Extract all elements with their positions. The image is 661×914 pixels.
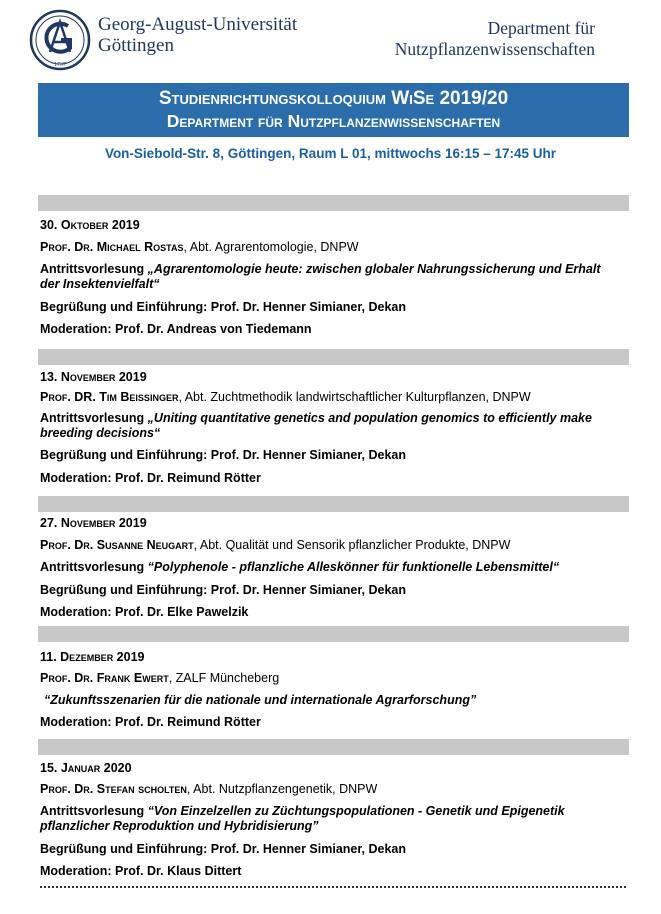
speaker-title: Prof. Dr. (40, 240, 94, 254)
event-speaker (40, 671, 279, 686)
event-lecture-line1: “Zukunftsszenarien für die nationale und internationale Agrarforschung” (44, 693, 477, 707)
lecture-title: “Polyphenole - pflanzliche Alleskönner für funktionelle Lebensmittel“ (147, 560, 560, 574)
event-speaker (40, 240, 359, 255)
event-welcome: Begrüßung und Einführung: Prof. Dr. Henner Simianer, Dekan (40, 842, 407, 856)
event-date: 15. Januar 2020 (40, 761, 132, 775)
speaker-affiliation: , Abt. Qualität und Sensorik pflanzlicher Produkte, DNPW (193, 538, 511, 552)
speaker-title: Prof. Dr. (40, 538, 94, 552)
lecture-title: „Uniting quantitative genetics and population genomics to efficiently make (147, 411, 592, 425)
department-name-line1: Department für (487, 18, 595, 38)
event-lecture-line1 (40, 804, 565, 819)
university-name-line1: Georg-August-Universität (98, 14, 298, 35)
banner-title: Studienrichtungskolloquium WiSe 2019/20 (158, 88, 509, 109)
dotted-divider (40, 886, 626, 888)
event-welcome: Begrüßung und Einführung: Prof. Dr. Henner Simianer, Dekan (40, 583, 407, 597)
event-date: 27. November 2019 (40, 516, 147, 530)
lecture-title: „Agrarentomologie heute: zwischen globaler Nahrungssicherung und Erhalt (147, 262, 601, 276)
university-seal-logo (28, 8, 92, 72)
location-line: Von-Siebold-Str. 8, Göttingen, Raum L 01, mittwochs 16:15 – 17:45 Uhr (104, 146, 557, 161)
speaker-title: Prof. Dr. (40, 671, 94, 685)
event-date: 13. November 2019 (40, 370, 147, 384)
event-speaker (40, 538, 510, 553)
speaker-name: Michael Rostas (96, 240, 184, 254)
event-welcome: Begrüßung und Einführung: Prof. Dr. Henner Simianer, Dekan (40, 300, 407, 314)
event-moderation: Moderation: Prof. Dr. Andreas von Tiedemann (40, 322, 312, 336)
lecture-label: Antrittsvorlesung (40, 804, 145, 818)
event-date: 11. Dezember 2019 (40, 650, 145, 664)
speaker-affiliation: , Abt. Agrarentomologie, DNPW (183, 240, 359, 254)
event-lecture-line1 (40, 560, 559, 575)
department-name (395, 18, 595, 60)
title-banner (38, 83, 629, 137)
event-separator-bar (38, 739, 629, 755)
event-welcome: Begrüßung und Einführung: Prof. Dr. Henner Simianer, Dekan (40, 448, 407, 462)
page-header (0, 0, 661, 80)
event-lecture-line2: pflanzlicher Reproduktion und Hybridisierung” (40, 819, 319, 833)
banner-subtitle: Department für Nutzpflanzenwissenschaften (166, 111, 501, 131)
university-name (98, 14, 297, 56)
department-name-line2: Nutzpflanzenwissenschaften (394, 39, 595, 59)
speaker-name: Tim Beissinger (99, 390, 179, 404)
speaker-name: Susanne Neugart (96, 538, 194, 552)
speaker-title: Prof. DR. (40, 390, 96, 404)
speaker-name: Stefan scholten (96, 782, 187, 796)
event-lecture-line1 (40, 411, 592, 426)
event-separator-bar (38, 195, 629, 211)
lecture-label: Antrittsvorlesung (40, 262, 145, 276)
lecture-label: Antrittsvorlesung (40, 560, 145, 574)
event-moderation: Moderation: Prof. Dr. Klaus Dittert (40, 864, 242, 878)
lecture-title: “Von Einzelzellen zu Züchtungspopulationen - Genetik und Epigenetik (147, 804, 565, 818)
speaker-affiliation: , Abt. Nutzpflanzengenetik, DNPW (186, 782, 378, 796)
speaker-affiliation: , ZALF Müncheberg (168, 671, 280, 685)
event-separator-bar (38, 626, 629, 642)
speaker-affiliation: , Abt. Zuchtmethodik landwirtschaftlicher Kulturpflanzen, DNPW (178, 390, 531, 404)
lecture-label: Antrittsvorlesung (40, 411, 145, 425)
event-separator-bar (38, 496, 629, 512)
event-moderation: Moderation: Prof. Dr. Reimund Rötter (40, 715, 261, 729)
speaker-name: Frank Ewert (96, 671, 169, 685)
event-lecture-line2: breeding decisions“ (40, 426, 161, 440)
event-moderation: Moderation: Prof. Dr. Reimund Rötter (40, 471, 261, 485)
logo-year: 1737 (54, 62, 66, 68)
university-name-line2: Göttingen (98, 35, 174, 56)
event-speaker (40, 390, 531, 405)
event-lecture-line1 (40, 262, 601, 277)
event-date: 30. Oktober 2019 (40, 218, 140, 232)
event-separator-bar (38, 349, 629, 365)
event-speaker (40, 782, 377, 797)
speaker-title: Prof. Dr. (40, 782, 94, 796)
event-moderation: Moderation: Prof. Dr. Elke Pawelzik (40, 605, 249, 619)
event-lecture-line2: der Insektenvielfalt“ (40, 277, 160, 291)
